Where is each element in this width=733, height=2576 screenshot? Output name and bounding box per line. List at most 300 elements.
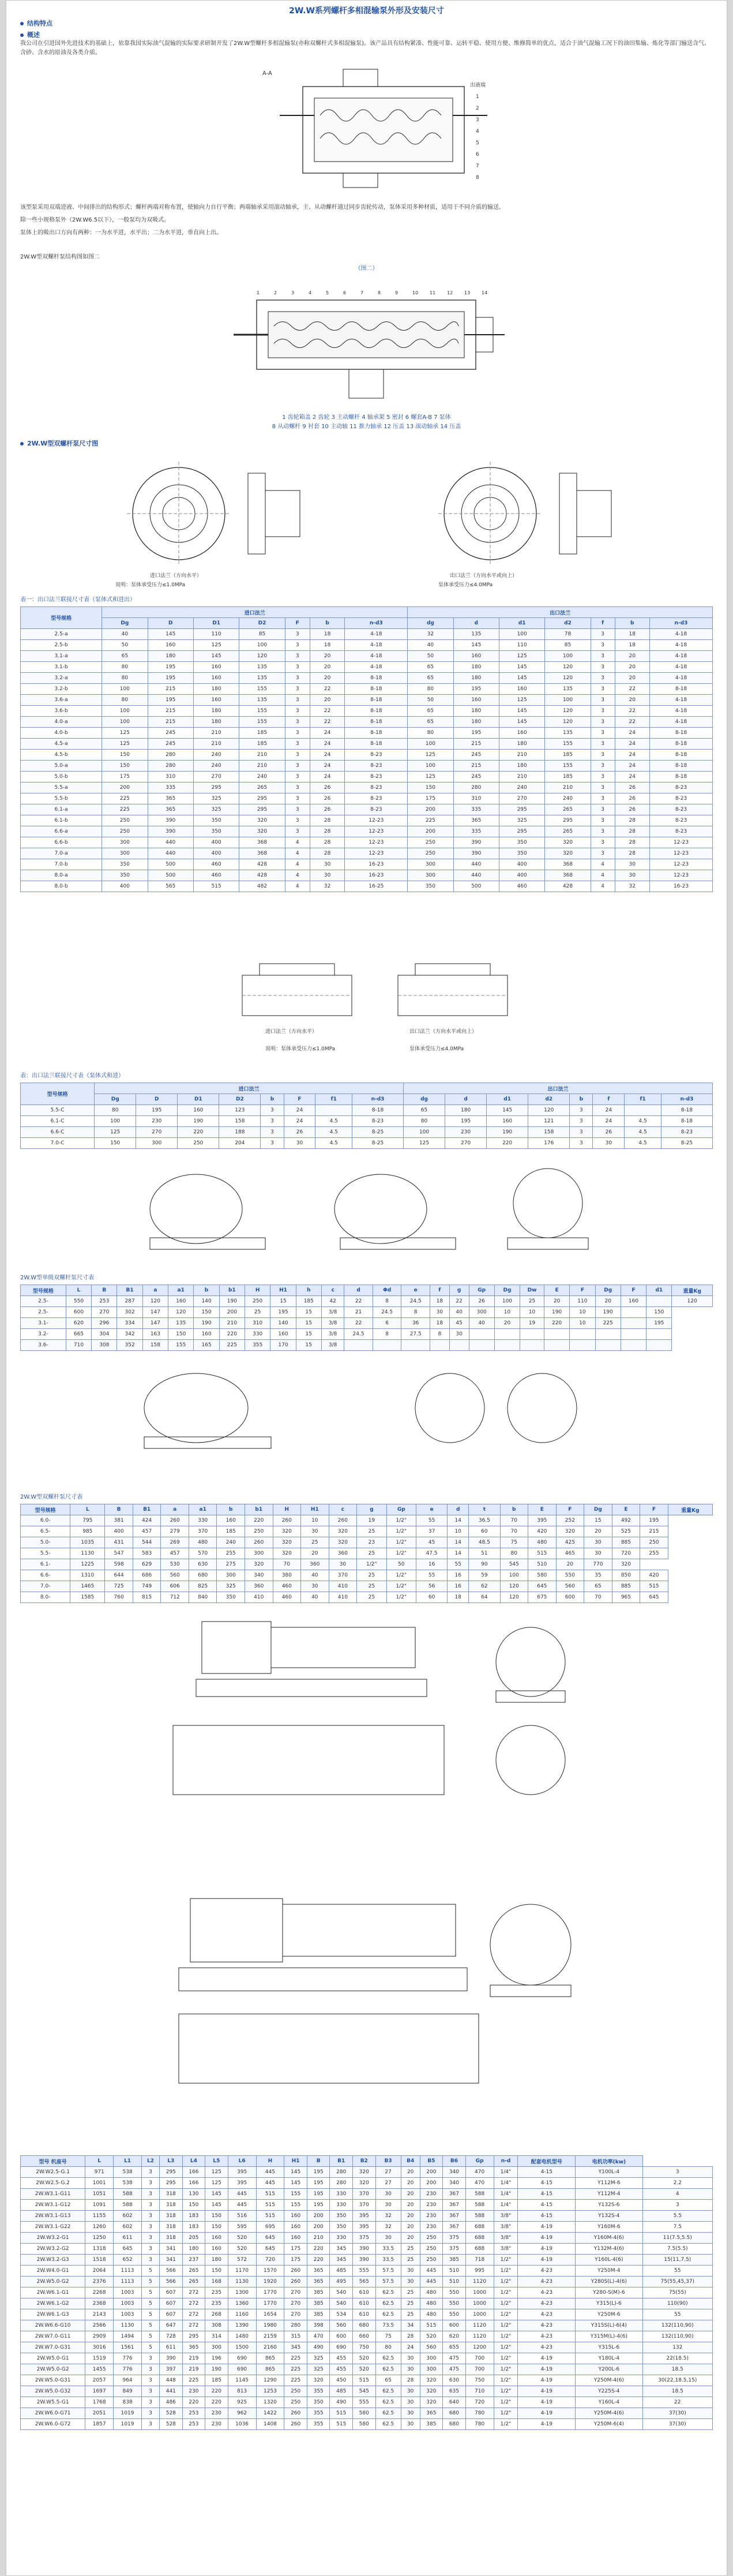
table-cell: 3 [142,2233,160,2244]
table-cell: 30 [584,1537,612,1548]
table-cell: 350 [193,815,239,826]
table-cell: 28 [615,826,650,837]
table-cell: 652 [114,2255,142,2266]
table-cell: 720 [465,2397,494,2408]
table-cell: 4 [285,881,310,892]
table-cell: 4 [285,848,310,859]
table-cell: 350 [217,1592,245,1603]
table-cell: 14 [448,1548,469,1559]
table-cell: 125 [404,1138,445,1149]
table-cell: 795 [70,1515,105,1526]
table-header: n-d3 [352,1094,404,1105]
table-cell: 1003 [114,2298,142,2309]
table-row [21,2309,713,2320]
table-cell: 4-19 [518,2353,576,2364]
table-cell: 230 [420,2200,443,2211]
table-cell: 195 [136,1105,178,1116]
table-cell: 24 [310,761,345,772]
table-cell: 345 [330,2255,353,2266]
table-cell: 2W.W7.0-G31 [21,2342,85,2353]
table-cell: 40 [301,1570,329,1581]
table-cell: 620 [66,1318,91,1329]
table-cell: 2W.W6.6-G10 [21,2320,85,2331]
table-cell: 130 [182,2189,205,2200]
table-cell: 25 [357,1548,386,1559]
table-cell: 28 [310,826,345,837]
table-row [21,848,713,859]
table-cell: 175 [284,2244,307,2255]
table-cell: 370 [189,1526,217,1537]
table-cell: 318 [160,2200,183,2211]
table-header: E [528,1504,557,1515]
table-header: H1 [270,1285,296,1296]
table-cell: 155 [545,739,591,750]
table-cell: 205 [182,2233,205,2244]
svg-text:2: 2 [274,290,277,295]
table-cell: 180 [499,739,544,750]
table-cell: 160 [284,2211,307,2222]
table-cell: 5.5-a [21,782,102,793]
table-header: dg [408,618,453,629]
table-cell: 545 [352,2386,375,2397]
table-cell: 1113 [114,2266,142,2277]
table-cell: 180 [499,761,544,772]
table-cell: 3.1-b [21,662,102,673]
table-cell: 485 [330,2266,353,2277]
table-cell: 200 [307,2222,330,2233]
table-cell: 560 [330,2320,353,2331]
table-cell: 964 [114,2375,142,2386]
table-cell: 145 [453,640,499,651]
table-cell: 70 [584,1592,612,1603]
table-cell: 26 [310,793,345,804]
table-cell: 27.5 [401,1329,430,1340]
table-cell: 80 [500,1548,528,1559]
table-cell: Y132S-4 [576,2211,642,2222]
table-cell: 160 [270,1329,296,1340]
table-cell: 10 [570,1307,595,1318]
table-cell: 160 [178,1105,219,1116]
twin-screw-pump-table [20,1504,713,1603]
table-cell: 530 [161,1559,189,1570]
table-header: D2 [239,618,285,629]
table-cell: 30 [401,2277,420,2287]
table-cell: 166 [182,2178,205,2189]
table-cell: 428 [239,870,285,881]
table-cell: 1/2" [494,2342,518,2353]
table-cell: 8-25 [352,1138,404,1149]
table-cell: 1200 [465,2342,494,2353]
table-cell: 4-19 [518,2397,576,2408]
table-cell: 515 [528,1548,557,1559]
table-cell: 320 [352,2167,375,2178]
table-cell: 145 [499,662,544,673]
table-cell: 1/2" [386,1581,416,1592]
table-cell [520,1340,544,1351]
table-cell: 510 [443,2277,466,2287]
table-cell: 1494 [114,2331,142,2342]
table-header: Dg [95,1094,136,1105]
table-cell: 455 [330,2353,353,2364]
table-row [21,651,713,662]
table-cell: 1455 [85,2364,114,2375]
table-cell: 190 [178,1116,219,1127]
table-cell: 1585 [70,1592,105,1603]
table-cell: 158 [528,1127,570,1138]
table-cell [621,1340,646,1351]
table-cell: 350 [330,2222,353,2233]
table-cell: 500 [148,870,193,881]
inlet-flange-2-caption: 进口法兰（方向水平） [265,1029,318,1035]
table-cell: 10 [301,1515,329,1526]
table-cell: 145 [499,717,544,728]
table-cell: 690 [228,2364,256,2375]
table-cell: 28 [401,2331,420,2342]
table-cell: 30 [375,2200,401,2211]
table-cell: Y160L-4 [576,2397,642,2408]
table-cell: 7.0- [21,1581,70,1592]
inlet-flange-drawing [110,456,340,589]
table-cell: 4-19 [518,2419,576,2430]
table-cell: 30 [615,870,650,881]
table-cell: 135 [168,1318,194,1329]
svg-text:11: 11 [430,290,436,295]
table-cell: 1/2" [494,2331,518,2342]
table-cell: 210 [499,750,544,761]
table-cell: 365 [148,804,193,815]
table-cell: 250 [408,848,453,859]
table-cell: 1/4" [494,2167,518,2178]
table-cell: 18 [448,1592,469,1603]
table-cell: 457 [133,1526,161,1537]
table-cell: Y100L-4 [576,2167,642,2178]
table-cell: 352 [117,1340,142,1351]
table-cell: 22 [615,717,650,728]
table-cell: 1408 [256,2419,284,2430]
figure-2-caption: （图二） [355,265,378,272]
table-cell: 185 [296,1296,321,1307]
table-cell: 6.6- [21,1570,70,1581]
table-cell: 20 [615,651,650,662]
table-cell: 545 [500,1559,528,1570]
table-cell: 420 [528,1526,557,1537]
table-cell: 230 [205,2408,228,2419]
table-cell: 160 [193,662,239,673]
table-cell: 22 [449,1296,469,1307]
table-cell: 760 [105,1592,133,1603]
table-cell: 510 [443,2266,466,2277]
table-cell: 75(55,45,37) [642,2277,712,2287]
table-cell: 3 [591,662,615,673]
table-cell: 180 [445,1105,487,1116]
table-cell: 345 [284,2342,307,2353]
intro-subheading: 概述 [20,30,713,39]
table-cell: 445 [420,2266,443,2277]
table-cell: 325 [217,1581,245,1592]
table-cell: 385 [420,2419,443,2430]
table-cell: 270 [193,772,239,782]
table-cell: 3 [591,782,615,793]
table-cell: 100 [404,1127,445,1138]
table-cell: 195 [307,2200,330,2211]
table-cell: 180 [193,717,239,728]
table-cell: 8-23 [650,793,713,804]
table-header: b1 [219,1285,245,1296]
table-cell: 606 [161,1581,189,1592]
table-cell: 300 [408,859,453,870]
table-cell: 100 [408,739,453,750]
table-cell: 367 [443,2211,466,2222]
table-cell: 1290 [256,2375,284,2386]
table-cell: 51 [469,1548,500,1559]
table-cell: 20 [544,1296,569,1307]
table-header: B1 [133,1504,161,1515]
table-cell: 25 [401,2298,420,2309]
table-cell: 15 [296,1340,321,1351]
table-cell: 6.5- [21,1526,70,1537]
table-header: L2 [142,2156,160,2167]
table-cell: Y225S-4 [576,2386,642,2397]
table-cell: 712 [161,1592,189,1603]
table-cell: 644 [105,1570,133,1581]
table-cell: 18.5 [642,2364,712,2375]
table-cell: 27 [375,2167,401,2178]
table-cell: 220 [178,1127,219,1138]
table-cell: 15 [270,1296,296,1307]
table-cell: 250 [284,2386,307,2397]
table-cell: 75(55) [642,2287,712,2298]
table-cell: 4 [591,870,615,881]
table-cell: 3/8" [494,2211,518,2222]
table-header: a1 [168,1285,194,1296]
table-cell: 3 [591,837,615,848]
table-row [21,706,713,717]
table-cell: 314 [205,2331,228,2342]
table-cell: 395 [228,2167,256,2178]
table-cell: 175 [102,772,148,782]
table-row [21,2266,713,2277]
table-cell: 320 [329,1526,357,1537]
table-cell: 24 [401,2342,420,2353]
table-cell: 26 [310,782,345,793]
table-cell: 8-23 [650,782,713,793]
table-cell: 3 [142,2353,160,2364]
table-cell: 5.0-a [21,761,102,772]
table-cell: 270 [445,1138,487,1149]
table-cell: 849 [114,2386,142,2397]
table-header: d [448,1504,469,1515]
table-cell: 225 [284,2375,307,2386]
table-cell: 538 [114,2178,142,2189]
table-header: n-d [494,2156,518,2167]
table-row [21,804,713,815]
table-cell: 441 [160,2386,183,2397]
table-cell: Y250M-6(4) [576,2419,642,2430]
table-cell: 20 [401,2211,420,2222]
table-cell: 318 [160,2211,183,2222]
motor-pump-table [20,2155,713,2430]
table-cell: 8-18 [661,1116,712,1127]
table-cell: 1857 [85,2419,114,2430]
table-cell: 602 [114,2222,142,2233]
table-cell: 80 [95,1105,136,1116]
table-cell: 12-23 [650,870,713,881]
table-cell: 365 [148,793,193,804]
table-cell: 1390 [228,2320,256,2331]
table-cell: 5 [142,2309,160,2320]
table-cell: 2W.W3.2-G2 [21,2244,85,2255]
table-cell: 645 [528,1581,557,1592]
table-cell: 515 [330,2419,353,2430]
table-cell: 345 [330,2244,353,2255]
table-cell: 24 [310,750,345,761]
table-cell: 300 [420,2364,443,2375]
table-cell: 295 [193,782,239,793]
table-cell: 300 [102,837,148,848]
outlet-flange-caption: 出口法兰（方向水平或向上） [450,573,518,579]
table-header: b [217,1504,245,1515]
table-cell: 368 [239,848,285,859]
table-cell: 3 [142,2200,160,2211]
table-header: H [273,1504,301,1515]
pump-assembly-drawings-2 [127,1356,617,1460]
table-cell: 1/4" [494,2200,518,2211]
table-cell: 32 [310,881,345,892]
table-cell: 310 [245,1318,270,1329]
table-cell [494,1340,520,1351]
table-cell: 24 [615,739,650,750]
table-cell: 50 [408,695,453,706]
table-cell: 8-23 [345,750,408,761]
table-header: b [261,1094,284,1105]
table-header: F [556,1504,584,1515]
table-cell: 3/8" [494,2222,518,2233]
table-cell: 660 [352,2331,375,2342]
table-cell: 2W.W6.1-G3 [21,2309,85,2320]
table-cell: 2064 [85,2266,114,2277]
table-cell: 250 [420,2233,443,2244]
table-cell: 690 [228,2353,256,2364]
table-cell: 20 [615,695,650,706]
table-cell: 2W.W3.1-G11 [21,2189,85,2200]
table-cell: 147 [142,1307,168,1318]
table-cell: 8 [401,1307,430,1318]
table-cell: 470 [307,2331,330,2342]
table-cell: 5.5-b [21,793,102,804]
table-cell: 245 [148,728,193,739]
table-cell: 25 [401,2244,420,2255]
table-cell: 350 [102,859,148,870]
table-cell: 30(22,18.5,15) [642,2375,712,2386]
intro-paragraph-1: 我公司在引进国外先进技术的基础上，依靠我国实际油气混输的实际要求研制开发了2W.W型螺杆多相混输泵(亦称双螺杆式多相混输泵)。该产品具有结构紧凑、性能可靠、运转平稳、使用方便、维修简单的优点，适合于油气混输工况下的油田集输、炼化等部门输送含气、含砂、含水的原油及各类介质。 [20,40,710,56]
table-cell: 24 [615,761,650,772]
table-cell: 515 [640,1581,668,1592]
table-cell: 270 [284,2298,307,2309]
table-row [21,728,713,739]
table-cell: 1360 [228,2298,256,2309]
table-cell: 2.5-b [21,640,102,651]
table4-section [20,2155,713,2430]
table-cell: 3 [591,651,615,662]
table-header: a1 [189,1504,217,1515]
table-cell: 3.6- [21,1340,66,1351]
table-cell: 180 [453,673,499,684]
table-cell: 598 [105,1559,133,1570]
table-cell: 1300 [228,2287,256,2298]
table-cell [469,1329,494,1340]
table-cell: 250 [102,815,148,826]
table-cell: 390 [148,815,193,826]
table-cell: 12-23 [345,826,408,837]
table-cell: 42 [321,1296,344,1307]
table-cell: 20 [556,1559,584,1570]
flange-section-heading: 2W.W型双螺杆泵尺寸图 [20,439,713,448]
table-cell: 250 [178,1138,219,1149]
table-cell: 145 [487,1105,528,1116]
table-cell: 375 [352,2233,375,2244]
page-title: 2W.W系列螺杆多相混输泵外形及安装尺寸 [289,6,444,16]
table-cell: 850 [612,1570,640,1581]
table-cell: 381 [105,1515,133,1526]
table-cell: 22(18.5) [642,2353,712,2364]
table-cell [401,1340,430,1351]
table-row [21,1329,713,1340]
table-cell: 158 [219,1116,261,1127]
table2-section [20,1272,713,1351]
table-cell: 4-18 [345,662,408,673]
table-cell: 335 [148,782,193,793]
table-cell: 26 [615,782,650,793]
table-cell: 3 [261,1105,284,1116]
bullet-icon [20,22,24,25]
table-cell: 195 [307,2189,330,2200]
table-cell: 341 [160,2255,183,2266]
table-cell: 4.0-a [21,717,102,728]
table-row [21,881,713,892]
intro-paragraphs: 该型泵采用双端进液、中间排出的结构形式；螺杆两端对称布置，使轴向力自行平衡；两端轴承采用滚动轴承，主、从动螺杆通过同步齿轮传动，泵体采用多种材质，适用于不同介质的输送。 除一些小规格泵外（2W.W6.5以下），一般泵均为双吸式。 泵体上的吸出口方向有两种：一为水平进，水平出；二为水平进，垂直向上出。 [20,204,505,236]
table-cell: 610 [352,2298,375,2309]
table-cell: 20 [401,2200,420,2211]
table-cell: 8-23 [650,826,713,837]
table-cell: 8 [373,1329,401,1340]
table-cell: 210 [545,782,591,793]
table-cell: 5.5- [21,1548,70,1559]
table-cell: 3.6-b [21,706,102,717]
table-cell: 515 [193,881,239,892]
table-cell: 295 [545,815,591,826]
table-cell: 8-23 [650,815,713,826]
table-cell: 5 [142,2331,160,2342]
table-cell: 190 [487,1127,528,1138]
outlet-flange-drawing [421,456,652,589]
table-row [21,1581,713,1592]
table-cell: 270 [499,793,544,804]
table-cell: 24.5 [344,1329,373,1340]
svg-text:9: 9 [395,290,399,295]
table-cell [430,1340,449,1351]
table-cell: 155 [284,2189,307,2200]
table-cell [520,1329,544,1340]
table-cell: 155 [545,761,591,772]
table-cell: 665 [66,1329,91,1340]
table-cell: 15 [296,1307,321,1318]
table-cell: 80 [102,662,148,673]
table-cell: 145 [499,706,544,717]
table-cell: 4.5-b [21,750,102,761]
table-cell: 6.6-a [21,826,102,837]
table-cell: 45 [449,1318,469,1329]
table-cell: 365 [307,2266,330,2277]
